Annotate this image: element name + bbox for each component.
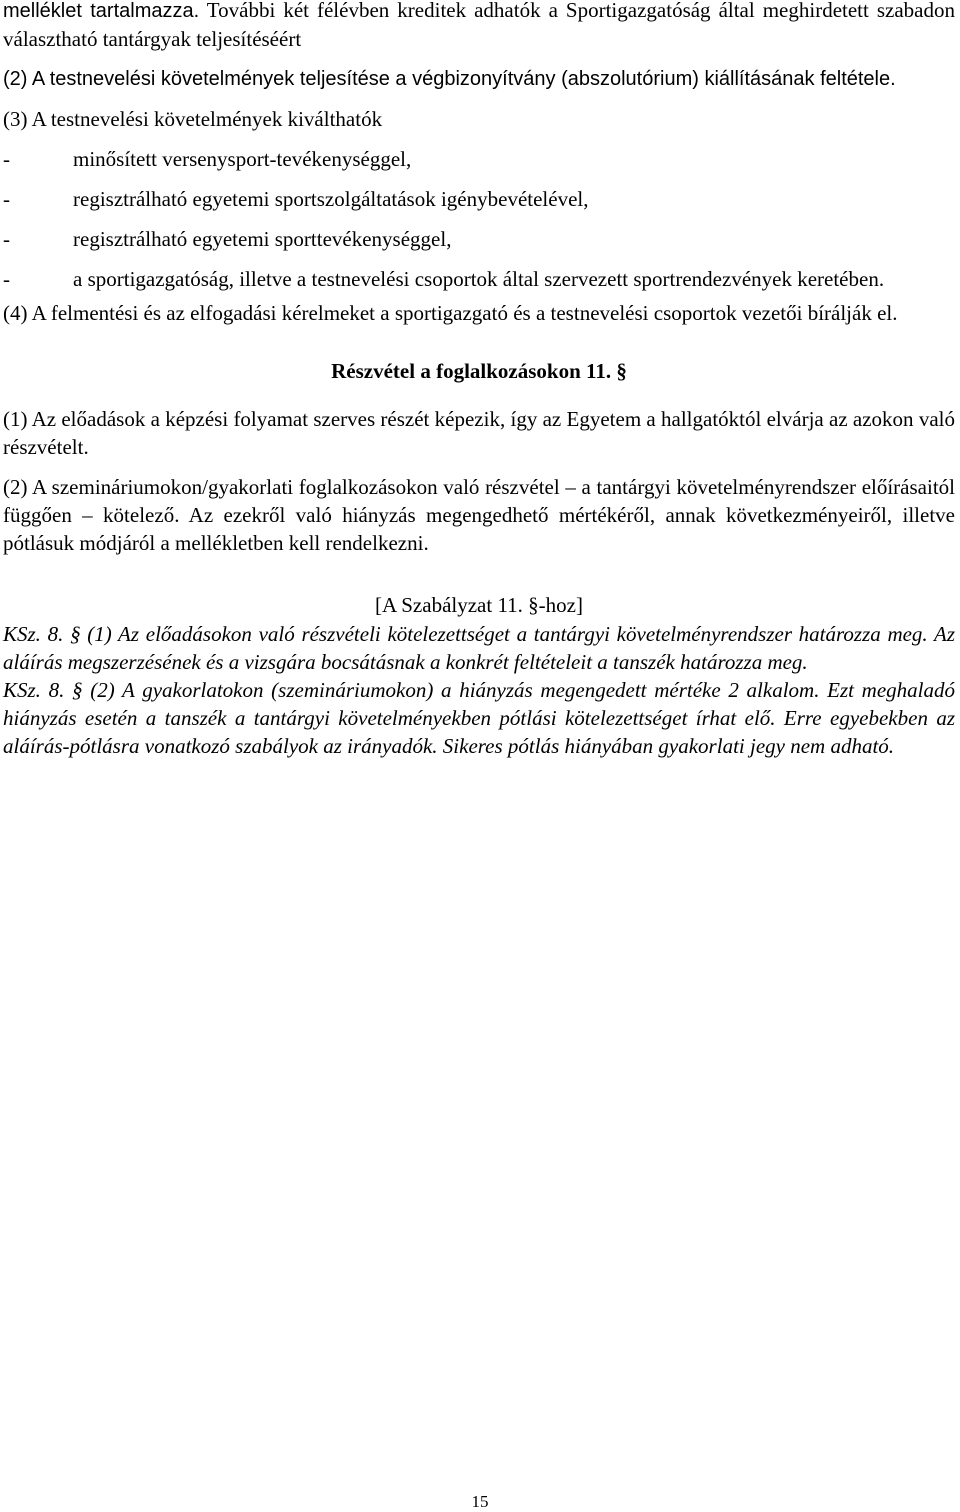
list-dash: - xyxy=(3,227,10,251)
list-item-text: minősített versenysport-tevékenységgel, xyxy=(73,147,412,171)
intro-paragraph xyxy=(3,0,955,53)
list-dash: - xyxy=(3,187,10,211)
section-11-paragraph-2: (2) A szemináriumokon/gyakorlati foglalkozásokon való részvétel – a tantárgyi követelményrendszer előírásaitól függően – kötelező. Az ezekről való hiányzás megengedhető mértékéről, annak következményeiről, illetve pótlásuk módjáról a mellékletben kell rendelkezni. xyxy=(3,475,955,555)
list-item xyxy=(3,145,955,173)
section-11-paragraph-1: (1) Az előadások a képzési folyamat szerves részét képezik, így az Egyetem a hallgatóktól elvárja az azokon való részvételt. xyxy=(3,407,955,459)
paragraph-4: (4) A felmentési és az elfogadási kérelmeket a sportigazgató és a testnevelési csoportok vezetői bírálják el. xyxy=(3,301,898,325)
document-page xyxy=(3,0,955,760)
list-item xyxy=(3,185,955,213)
intro-text: További két félévben kreditek adhatók a Sportigazgatóság által meghirdetett szabadon választható tantárgyak teljesítéséért xyxy=(3,0,955,51)
list-item-text: a sportigazgatóság, illetve a testnevelési csoportok által szervezett sportrendezvények keretében. xyxy=(73,267,885,291)
intro-fragment: melléklet tartalmazza. xyxy=(3,0,200,22)
requirements-list xyxy=(3,145,955,293)
list-item-text: regisztrálható egyetemi sportszolgáltatások igénybevételével, xyxy=(73,187,589,211)
ksz-paragraph-2: KSz. 8. § (2) A gyakorlatokon (szemináriumokon) a hiányzás megengedett mértéke 2 alkalom. Ezt meghaladó hiányzás esetén a tanszék a tantárgyi követelményekben pótlási kötelezettséget írhat elő. Erre egyebekben az aláírás-pótlásra vonatkozó szabályok az irányadók. Sikeres pótlás hiányában gyakorlati jegy nem adható. xyxy=(3,678,955,758)
paragraph-3-intro: (3) A testnevelési követelmények kiválthatók xyxy=(3,107,383,131)
list-item xyxy=(3,225,955,253)
list-dash: - xyxy=(3,267,10,291)
ksz-paragraph-1: KSz. 8. § (1) Az előadásokon való részvételi kötelezettséget a tantárgyi követelményrendszer határozza meg. Az aláírás megszerzésének és a vizsgára bocsátásnak a konkrét feltételeit a tanszék határozza meg. xyxy=(3,622,955,674)
annex-title: [A Szabályzat 11. §-hoz] xyxy=(375,593,583,617)
paragraph-2: (2) A testnevelési követelmények teljesítése a végbizonyítvány (abszolutórium) kiállításának feltétele. xyxy=(3,68,896,90)
page-number: 15 xyxy=(471,1492,489,1511)
list-dash: - xyxy=(3,147,10,171)
list-item xyxy=(3,265,955,293)
list-item-text: regisztrálható egyetemi sporttevékenységgel, xyxy=(73,227,452,251)
section-heading: Részvétel a foglalkozásokon 11. § xyxy=(331,359,627,383)
